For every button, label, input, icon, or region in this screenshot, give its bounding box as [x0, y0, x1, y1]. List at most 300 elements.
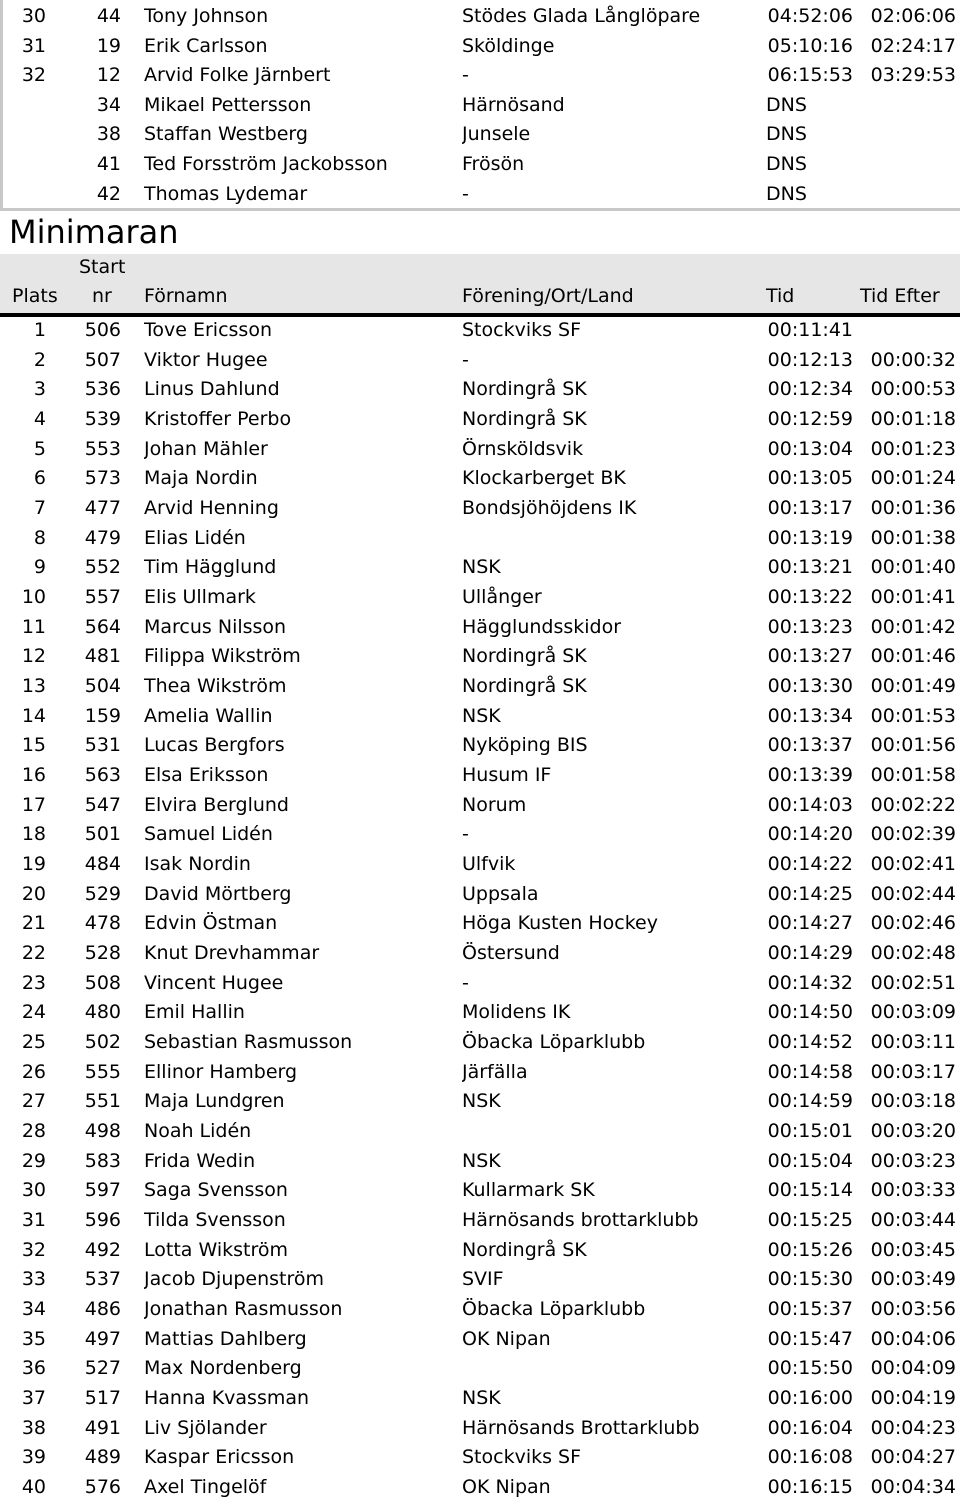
- cell-plats: 21: [21, 912, 46, 935]
- cell-plats: 31: [21, 1209, 46, 1232]
- cell-tid-efter: 00:01:58: [870, 764, 956, 787]
- cell-plats: 10: [21, 586, 46, 609]
- cell-tid-efter: 00:04:27: [870, 1446, 956, 1469]
- cell-start-nr: 497: [84, 1327, 121, 1350]
- cell-start-nr: 507: [84, 348, 121, 371]
- table-row: [0, 730, 960, 760]
- cell-club: -: [462, 348, 469, 371]
- table-row: [0, 1264, 960, 1294]
- table-row: [0, 493, 960, 523]
- cell-tid-efter: 03:29:53: [870, 64, 956, 87]
- table-row: [0, 1205, 960, 1235]
- table-row: [0, 671, 960, 701]
- cell-tid: 00:15:37: [767, 1298, 853, 1321]
- cell-start-nr: 583: [84, 1149, 121, 1172]
- cell-plats: 16: [21, 764, 46, 787]
- cell-tid: 00:15:01: [767, 1120, 853, 1143]
- cell-start-nr: 478: [84, 912, 121, 935]
- cell-start-nr: 551: [84, 1090, 121, 1113]
- cell-name: Noah Lidén: [144, 1120, 252, 1143]
- cell-start-nr: 563: [84, 764, 121, 787]
- cell-plats: [0, 119, 46, 149]
- table-row: [0, 968, 960, 998]
- cell-club: Östersund: [462, 942, 560, 965]
- cell-start-nr: 501: [84, 823, 121, 846]
- table-row: [0, 315, 960, 345]
- cell-club: Härnösands brottarklubb: [462, 1209, 699, 1232]
- cell-tid: 00:16:15: [767, 1476, 853, 1499]
- cell-club: Örnsköldsvik: [462, 437, 584, 460]
- cell-name: Kaspar Ericsson: [144, 1446, 295, 1469]
- cell-name: Lotta Wikström: [144, 1238, 288, 1261]
- cell-plats: [0, 90, 46, 120]
- cell-name: Knut Drevhammar: [144, 942, 320, 965]
- cell-club: Norum: [462, 793, 527, 816]
- cell-tid-efter: 00:01:49: [870, 675, 956, 698]
- cell-tid: 00:15:04: [767, 1149, 853, 1172]
- table-row: [0, 997, 960, 1027]
- table-row: [0, 1383, 960, 1413]
- cell-club: Klockarberget BK: [462, 467, 626, 490]
- table-row: [0, 1442, 960, 1472]
- table-row: [0, 552, 960, 582]
- cell-tid: 00:14:50: [767, 1001, 853, 1024]
- cell-start-nr: 553: [84, 437, 121, 460]
- cell-tid: 00:13:27: [767, 645, 853, 668]
- cell-name: Arvid Henning: [144, 497, 279, 520]
- cell-tid: DNS: [766, 93, 807, 116]
- cell-name: Max Nordenberg: [144, 1357, 302, 1380]
- cell-start-nr: 596: [84, 1209, 121, 1232]
- cell-start-nr: 42: [96, 182, 121, 205]
- cell-plats: 24: [21, 1001, 46, 1024]
- cell-name: Edvin Östman: [144, 912, 278, 935]
- cell-start-nr: 34: [96, 93, 121, 116]
- table-row: [0, 60, 960, 90]
- cell-start-nr: 555: [84, 1060, 121, 1083]
- table-row: [0, 179, 960, 209]
- cell-tid-efter: 00:02:51: [870, 971, 956, 994]
- table-row: [0, 760, 960, 790]
- cell-tid-efter: 00:01:23: [870, 437, 956, 460]
- cell-club: Härnösands Brottarklubb: [462, 1416, 700, 1439]
- cell-start-nr: 564: [84, 615, 121, 638]
- cell-start-nr: 38: [96, 123, 121, 146]
- cell-tid-efter: 00:02:39: [870, 823, 956, 846]
- cell-plats: 5: [33, 437, 46, 460]
- cell-club: NSK: [462, 1149, 501, 1172]
- cell-name: Mikael Pettersson: [144, 93, 312, 116]
- cell-plats: 38: [21, 1416, 46, 1439]
- cell-start-nr: 486: [84, 1298, 121, 1321]
- cell-start-nr: 547: [84, 793, 121, 816]
- cell-tid: 00:14:59: [767, 1090, 853, 1113]
- cell-plats: 34: [21, 1298, 46, 1321]
- cell-club: Stödes Glada Långlöpare: [462, 5, 701, 27]
- cell-tid: 00:13:05: [767, 467, 853, 490]
- cell-club: -: [462, 64, 469, 87]
- cell-tid-efter: 02:24:17: [870, 34, 956, 57]
- cell-start-nr: 504: [84, 675, 121, 698]
- cell-tid-efter: [862, 315, 956, 345]
- cell-tid-efter: 00:01:46: [870, 645, 956, 668]
- cell-name: Elis Ullmark: [144, 586, 256, 609]
- cell-tid-efter: 00:03:11: [870, 1031, 956, 1054]
- cell-plats: 14: [21, 704, 46, 727]
- cell-tid-efter: 00:01:56: [870, 734, 956, 757]
- table-row: [0, 1057, 960, 1087]
- cell-club: Öbacka Löparklubb: [462, 1031, 646, 1054]
- cell-club: NSK: [462, 556, 501, 579]
- cell-tid-efter: 00:01:36: [870, 497, 956, 520]
- cell-plats: 35: [21, 1327, 46, 1350]
- cell-plats: 9: [33, 556, 46, 579]
- cell-plats: 25: [21, 1031, 46, 1054]
- cell-name: Emil Hallin: [144, 1001, 245, 1024]
- cell-name: Sebastian Rasmusson: [144, 1031, 353, 1054]
- cell-tid: 00:11:41: [767, 319, 853, 341]
- cell-club: SVIF: [462, 1268, 504, 1291]
- table-separator: [0, 208, 960, 211]
- cell-tid: 00:16:00: [767, 1387, 853, 1410]
- cell-name: Erik Carlsson: [144, 34, 268, 57]
- table-row: [0, 879, 960, 909]
- table-row: [0, 612, 960, 642]
- cell-club: Nordingrå SK: [462, 675, 587, 698]
- table-row: [0, 790, 960, 820]
- cell-name: Elvira Berglund: [144, 793, 289, 816]
- cell-tid-efter: 00:04:34: [870, 1476, 956, 1499]
- cell-club: Bondsjöhöjdens IK: [462, 497, 637, 520]
- cell-club: Ulfvik: [462, 853, 516, 876]
- cell-start-nr: 481: [84, 645, 121, 668]
- cell-club: -: [462, 182, 469, 205]
- cell-club: -: [462, 823, 469, 846]
- cell-plats: 3: [33, 378, 46, 401]
- table-row: [0, 1086, 960, 1116]
- table-row: [0, 1413, 960, 1443]
- header-forening: Förening/Ort/Land: [462, 285, 634, 307]
- cell-plats: 20: [21, 882, 46, 905]
- cell-plats: 23: [21, 971, 46, 994]
- cell-tid: 00:14:29: [767, 942, 853, 965]
- table-row: [0, 1472, 960, 1502]
- cell-tid-efter: 00:03:23: [870, 1149, 956, 1172]
- cell-tid: 00:14:52: [767, 1031, 853, 1054]
- cell-tid: 00:13:22: [767, 586, 853, 609]
- cell-start-nr: 531: [84, 734, 121, 757]
- cell-name: Samuel Lidén: [144, 823, 273, 846]
- cell-plats: 2: [33, 348, 46, 371]
- cell-tid: 00:14:22: [767, 853, 853, 876]
- cell-plats: 39: [21, 1446, 46, 1469]
- cell-tid: 00:15:26: [767, 1238, 853, 1261]
- table-row: [0, 523, 960, 553]
- cell-start-nr: 492: [84, 1238, 121, 1261]
- cell-club: Järfälla: [462, 1060, 528, 1083]
- cell-plats: 32: [21, 1238, 46, 1261]
- cell-tid-efter: 00:02:22: [870, 793, 956, 816]
- table-row: [0, 582, 960, 612]
- cell-name: Amelia Wallin: [144, 704, 273, 727]
- cell-plats: 32: [21, 64, 46, 87]
- table-row: [0, 149, 960, 179]
- cell-start-nr: 12: [96, 64, 121, 87]
- cell-tid: 00:13:23: [767, 615, 853, 638]
- cell-tid-efter: 00:03:17: [870, 1060, 956, 1083]
- cell-name: Tony Johnson: [144, 5, 269, 27]
- cell-tid: DNS: [766, 153, 807, 175]
- cell-club: Öbacka Löparklubb: [462, 1298, 646, 1321]
- cell-name: Axel Tingelöf: [144, 1476, 267, 1499]
- cell-club: OK Nipan: [462, 1327, 551, 1350]
- cell-club: NSK: [462, 704, 501, 727]
- cell-tid: 00:12:59: [767, 408, 853, 430]
- cell-tid: 00:12:34: [767, 378, 853, 401]
- table-row: [0, 938, 960, 968]
- cell-name: Lucas Bergfors: [144, 734, 285, 757]
- cell-club: -: [462, 971, 469, 994]
- cell-tid-efter: 00:03:56: [870, 1298, 956, 1321]
- cell-tid: 00:13:34: [767, 704, 853, 727]
- cell-name: Tilda Svensson: [144, 1209, 286, 1232]
- table-row: [0, 1116, 960, 1146]
- cell-plats: 12: [21, 645, 46, 668]
- header-nr: nr: [92, 285, 112, 307]
- cell-tid: 00:13:21: [767, 556, 853, 579]
- cell-start-nr: 41: [96, 153, 121, 175]
- cell-plats: 19: [21, 853, 46, 876]
- cell-name: Viktor Hugee: [144, 348, 268, 371]
- cell-name: Ellinor Hamberg: [144, 1060, 298, 1083]
- table-row: [0, 819, 960, 849]
- cell-tid: 06:15:53: [767, 64, 853, 87]
- table-row: [0, 1175, 960, 1205]
- cell-club: Kullarmark SK: [462, 1179, 595, 1202]
- cell-name: Arvid Folke Järnbert: [144, 64, 331, 87]
- cell-club: Hägglundsskidor: [462, 615, 622, 638]
- cell-plats: 1: [33, 319, 46, 341]
- cell-club: NSK: [462, 1090, 501, 1113]
- cell-start-nr: 576: [84, 1476, 121, 1499]
- cell-plats: 22: [21, 942, 46, 965]
- cell-name: Thomas Lydemar: [144, 182, 308, 205]
- cell-tid: 00:13:30: [767, 675, 853, 698]
- cell-club: Uppsala: [462, 882, 539, 905]
- cell-plats: 4: [33, 408, 46, 430]
- cell-start-nr: 477: [84, 497, 121, 520]
- cell-name: Tove Ericsson: [144, 319, 272, 341]
- cell-plats: 17: [21, 793, 46, 816]
- cell-name: Kristoffer Perbo: [144, 408, 292, 430]
- cell-tid: 00:15:14: [767, 1179, 853, 1202]
- cell-start-nr: 484: [84, 853, 121, 876]
- cell-start-nr: 19: [96, 34, 121, 57]
- cell-tid-efter: 00:03:33: [870, 1179, 956, 1202]
- cell-tid-efter: 00:03:44: [870, 1209, 956, 1232]
- cell-plats: 30: [21, 5, 46, 27]
- cell-tid: 00:13:39: [767, 764, 853, 787]
- cell-tid-efter: 00:02:48: [870, 942, 956, 965]
- cell-start-nr: 480: [84, 1001, 121, 1024]
- table-row: [0, 345, 960, 375]
- cell-start-nr: 528: [84, 942, 121, 965]
- cell-start-nr: 498: [84, 1120, 121, 1143]
- cell-name: Jonathan Rasmusson: [144, 1298, 343, 1321]
- header-start: Start: [79, 256, 126, 278]
- cell-tid: 00:16:04: [767, 1416, 853, 1439]
- cell-plats: 8: [33, 526, 46, 549]
- cell-start-nr: 552: [84, 556, 121, 579]
- cell-tid-efter: [862, 149, 956, 179]
- cell-club: NSK: [462, 1387, 501, 1410]
- cell-tid-efter: 00:04:09: [870, 1357, 956, 1380]
- cell-name: Liv Sjölander: [144, 1416, 267, 1439]
- cell-start-nr: 529: [84, 882, 121, 905]
- cell-start-nr: 44: [96, 5, 121, 27]
- cell-club: Husum IF: [462, 764, 552, 787]
- cell-start-nr: 506: [84, 319, 121, 341]
- cell-plats: 31: [21, 34, 46, 57]
- cell-tid-efter: 00:02:46: [870, 912, 956, 935]
- cell-name: Hanna Kvassman: [144, 1387, 310, 1410]
- cell-tid-efter: [862, 90, 956, 120]
- cell-name: Johan Mähler: [144, 437, 268, 460]
- header-tid: Tid: [766, 285, 795, 307]
- header-fornamn: Förnamn: [144, 285, 228, 307]
- cell-tid: 04:52:06: [767, 5, 853, 27]
- cell-plats: 29: [21, 1149, 46, 1172]
- cell-plats: 36: [21, 1357, 46, 1380]
- section-title: Minimaran: [9, 213, 179, 251]
- table-row: [0, 1235, 960, 1265]
- cell-tid: 00:14:27: [767, 912, 853, 935]
- cell-start-nr: 597: [84, 1179, 121, 1202]
- cell-name: Vincent Hugee: [144, 971, 284, 994]
- table-row: [0, 641, 960, 671]
- table-row: [0, 1146, 960, 1176]
- cell-name: Elsa Eriksson: [144, 764, 269, 787]
- cell-tid-efter: 00:03:18: [870, 1090, 956, 1113]
- table-row: [0, 908, 960, 938]
- cell-tid: DNS: [766, 123, 807, 146]
- cell-start-nr: 557: [84, 586, 121, 609]
- cell-club: Molidens IK: [462, 1001, 571, 1024]
- table-row: [0, 119, 960, 149]
- cell-tid-efter: 00:03:20: [870, 1120, 956, 1143]
- cell-tid-efter: 00:01:38: [870, 526, 956, 549]
- cell-plats: 15: [21, 734, 46, 757]
- cell-club: Nordingrå SK: [462, 645, 587, 668]
- cell-tid-efter: 00:01:24: [870, 467, 956, 490]
- cell-tid: 00:14:58: [767, 1060, 853, 1083]
- cell-plats: 28: [21, 1120, 46, 1143]
- cell-start-nr: 491: [84, 1416, 121, 1439]
- cell-plats: 33: [21, 1268, 46, 1291]
- cell-tid: 00:14:25: [767, 882, 853, 905]
- cell-plats: 37: [21, 1387, 46, 1410]
- cell-plats: 11: [21, 615, 46, 638]
- cell-tid: 00:13:37: [767, 734, 853, 757]
- cell-name: Staffan Westberg: [144, 123, 308, 146]
- table-row: [0, 374, 960, 404]
- cell-tid: DNS: [766, 182, 807, 205]
- cell-plats: 27: [21, 1090, 46, 1113]
- cell-tid-efter: 00:01:41: [870, 586, 956, 609]
- cell-plats: [0, 149, 46, 179]
- cell-tid-efter: 00:01:40: [870, 556, 956, 579]
- cell-name: Marcus Nilsson: [144, 615, 287, 638]
- cell-plats: [0, 179, 46, 209]
- cell-tid: 00:13:19: [767, 526, 853, 549]
- table-row: [0, 1294, 960, 1324]
- cell-club: Nordingrå SK: [462, 408, 587, 430]
- cell-tid: 00:14:32: [767, 971, 853, 994]
- table-row: [0, 31, 960, 61]
- cell-tid: 00:15:50: [767, 1357, 853, 1380]
- cell-tid-efter: 00:04:23: [870, 1416, 956, 1439]
- cell-tid-efter: 00:04:06: [870, 1327, 956, 1350]
- cell-name: Mattias Dahlberg: [144, 1327, 307, 1350]
- cell-name: Linus Dahlund: [144, 378, 280, 401]
- cell-tid-efter: 00:01:18: [870, 408, 956, 430]
- cell-start-nr: 537: [84, 1268, 121, 1291]
- table-header: [0, 254, 960, 313]
- cell-club: Ullånger: [462, 586, 542, 609]
- cell-name: Saga Svensson: [144, 1179, 288, 1202]
- table-row: [0, 434, 960, 464]
- cell-plats: 6: [33, 467, 46, 490]
- cell-start-nr: 159: [84, 704, 121, 727]
- table-row: [0, 1027, 960, 1057]
- cell-tid-efter: 00:02:44: [870, 882, 956, 905]
- cell-club: Nordingrå SK: [462, 378, 587, 401]
- cell-plats: 40: [21, 1476, 46, 1499]
- cell-club: Höga Kusten Hockey: [462, 912, 658, 935]
- cell-start-nr: 573: [84, 467, 121, 490]
- cell-tid-efter: 00:00:32: [870, 348, 956, 371]
- cell-club: Junsele: [462, 123, 531, 146]
- cell-name: Elias Lidén: [144, 526, 246, 549]
- cell-tid: 00:14:20: [767, 823, 853, 846]
- cell-tid-efter: 00:03:49: [870, 1268, 956, 1291]
- cell-name: Maja Lundgren: [144, 1090, 285, 1113]
- cell-tid-efter: 00:01:53: [870, 704, 956, 727]
- table-row: [0, 90, 960, 120]
- cell-plats: 7: [33, 497, 46, 520]
- cell-start-nr: 508: [84, 971, 121, 994]
- table-row: [0, 1, 960, 31]
- table-row: [0, 849, 960, 879]
- cell-start-nr: 489: [84, 1446, 121, 1469]
- cell-name: Frida Wedin: [144, 1149, 256, 1172]
- cell-tid: 00:14:03: [767, 793, 853, 816]
- cell-start-nr: 539: [84, 408, 121, 430]
- cell-start-nr: 517: [84, 1387, 121, 1410]
- cell-name: Maja Nordin: [144, 467, 258, 490]
- cell-tid: 00:13:17: [767, 497, 853, 520]
- cell-name: Thea Wikström: [144, 675, 287, 698]
- table-row: [0, 463, 960, 493]
- cell-tid-efter: 00:02:41: [870, 853, 956, 876]
- cell-club: Nordingrå SK: [462, 1238, 587, 1261]
- cell-club: Stockviks SF: [462, 319, 582, 341]
- cell-club: Frösön: [462, 153, 525, 175]
- cell-club: Nyköping BIS: [462, 734, 588, 757]
- cell-club: Sköldinge: [462, 34, 555, 57]
- table-row: [0, 1324, 960, 1354]
- cell-start-nr: 527: [84, 1357, 121, 1380]
